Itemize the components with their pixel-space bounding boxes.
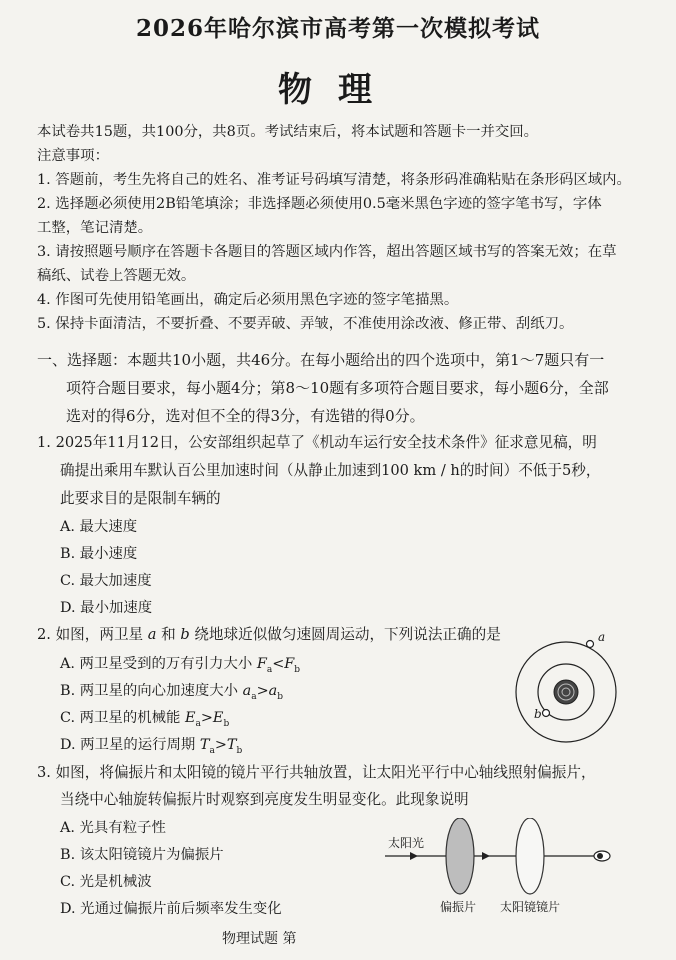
satellite-a-symbol: a xyxy=(147,626,157,643)
question-1-option-d: D. 最小加速度 xyxy=(60,600,153,616)
section-heading-cont: 项符合题目要求，每小题4分；第8～10题有多项符合题目要求，每小题6分，全部 xyxy=(66,379,609,397)
question-2-stem: 2. 如图，两卫星 a 和 b 绕地球近似做匀速圆周运动，下列说法正确的是 xyxy=(37,626,501,643)
note-item: 工整，笔记清楚。 xyxy=(37,220,153,236)
question-1-option-a: A. 最大速度 xyxy=(60,519,138,535)
polarizer-figure xyxy=(380,818,620,914)
question-3-option-d: D. 光通过偏振片前后频率发生变化 xyxy=(60,901,282,917)
question-3-stem: 3. 如图，将偏振片和太阳镜的镜片平行共轴放置，让太阳光平行中心轴线照射偏振片， xyxy=(37,764,596,781)
page-footer: 物理试题 第 xyxy=(222,931,297,947)
section-heading: 一、选择题：本题共10小题，共46分。在每小题给出的四个选项中，第1～7题只有一 xyxy=(37,351,605,369)
question-3-stem: 当绕中心轴旋转偏振片时观察到亮度发生明显变化。此现象说明 xyxy=(60,791,469,808)
polarizer-icon xyxy=(446,818,474,894)
question-2-option-c: C. 两卫星的机械能 $E_a>E_b$ xyxy=(60,710,230,729)
question-3-option-b: B. 该太阳镜镜片为偏振片 xyxy=(60,847,224,863)
question-1-stem: 此要求目的是限制车辆的 xyxy=(60,490,221,507)
figure-label-b: b xyxy=(534,707,542,721)
question-3-option-a: A. 光具有粒子性 xyxy=(60,820,166,836)
sunlight-label: 太阳光 xyxy=(388,836,425,850)
polarizer-label: 偏振片 xyxy=(440,900,477,914)
satellite-b-icon xyxy=(543,710,550,717)
notes-heading: 注意事项： xyxy=(37,148,109,164)
note-item: 4. 作图可先使用铅笔画出，确定后必须用黑色字迹的签字笔描黑。 xyxy=(37,292,459,308)
question-3-option-c: C. 光是机械波 xyxy=(60,874,152,890)
lens-icon xyxy=(516,818,544,894)
exam-title: 2026年哈尔滨市高考第一次模拟考试 xyxy=(135,15,540,42)
note-item: 稿纸、试卷上答题无效。 xyxy=(37,268,196,284)
question-2-option-d: D. 两卫星的运行周期 $T_a>T_b$ xyxy=(60,737,243,756)
question-1-option-b: B. 最小速度 xyxy=(60,546,138,562)
satellite-b-symbol: b xyxy=(180,626,190,643)
lens-label: 太阳镜镜片 xyxy=(500,900,561,914)
question-2-option-b: B. 两卫星的向心加速度大小 $a_a>a_b$ xyxy=(60,683,283,702)
note-item: 2. 选择题必须使用2B铅笔填涂；非选择题必须使用0.5毫米黑色字迹的签字笔书写，字体 xyxy=(37,196,602,212)
question-1-stem: 确提出乘用车默认百公里加速时间（从静止加速到100 km / h的时间）不低于5秒， xyxy=(60,462,601,479)
note-item: 1. 答题前，考生先将自己的姓名、准考证号码填写清楚，将条形码准确粘贴在条形码区域内。 xyxy=(37,172,631,188)
satellite-orbit-figure xyxy=(508,632,628,752)
question-1-stem: 1. 2025年11月12日，公安部组织起草了《机动车运行安全技术条件》征求意见稿，明 xyxy=(37,434,597,451)
note-item: 5. 保持卡面清洁，不要折叠、不要弄破、弄皱，不准使用涂改液、修正带、刮纸刀。 xyxy=(37,316,574,332)
note-item: 3. 请按照题号顺序在答题卡各题目的答题区域内作答，超出答题区域书写的答案无效；在草 xyxy=(37,244,617,260)
intro-line: 本试卷共15题，共100分，共8页。考试结束后，将本试题和答题卡一并交回。 xyxy=(37,124,539,140)
figure-label-a: a xyxy=(598,630,606,644)
subject-title: 物理 xyxy=(278,70,398,110)
arrow-icon xyxy=(410,852,418,860)
satellite-a-icon xyxy=(587,641,594,648)
section-heading-cont: 选对的得6分，选对但不全的得3分，有选错的得0分。 xyxy=(66,407,425,425)
question-1-option-c: C. 最大加速度 xyxy=(60,573,152,589)
question-2-option-a: A. 两卫星受到的万有引力大小 $F_a<F_b$ xyxy=(60,656,301,675)
arrow-icon xyxy=(482,852,490,860)
